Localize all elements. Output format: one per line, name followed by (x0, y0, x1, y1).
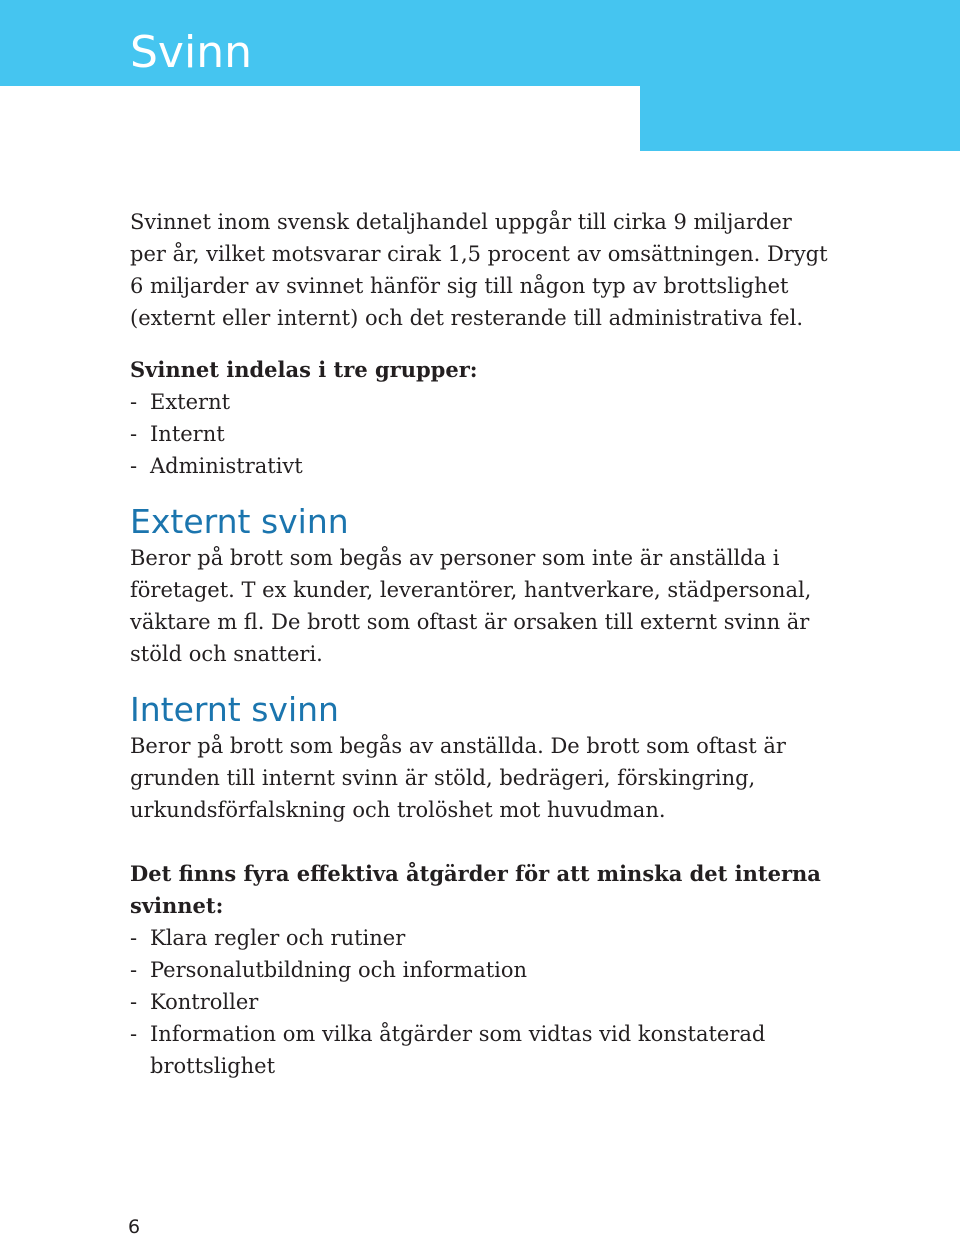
measures-list (130, 922, 830, 1082)
externt-heading: Externt svinn (130, 502, 349, 541)
spacer (130, 826, 830, 858)
list-item: - Information om vilka åtgärder som vidtas vid konstaterad brottslighet (130, 1018, 830, 1082)
page-number: 6 (128, 1216, 141, 1238)
intro-paragraph: Svinnet inom svensk detaljhandel uppgår till cirka 9 miljarder per år, vilket motsvarar cirak 1,5 procent av omsättningen. Drygt 6 miljarder av svinnet hänför sig till någon typ av brottslighet (externt eller internt) och det resterande till administrativa fel. (130, 210, 828, 330)
externt-paragraph: Beror på brott som begås av personer som inte är anställda i företaget. T ex kunder, leverantörer, hantverkare, städpersonal, väktare m fl. De brott som oftast är orsaken till externt svinn är stöld och snatteri. (130, 546, 812, 666)
list-item: - Internt (130, 418, 830, 450)
list-item: - Kontroller (130, 986, 830, 1018)
list-item: - Externt (130, 386, 830, 418)
page-title: Svinn (130, 27, 252, 79)
internt-heading: Internt svinn (130, 690, 339, 729)
list-item: - Administrativt (130, 450, 830, 482)
measures-lead: Det finns fyra effektiva åtgärder för att minska det interna svinnet: (130, 861, 821, 918)
internt-paragraph: Beror på brott som begås av anställda. De brott som oftast är grunden till internt svinn är stöld, bedrägeri, förskingring, urkundsförfalskning och trolöshet mot huvudman. (130, 734, 786, 822)
list-item: - Personalutbildning och information (130, 954, 830, 986)
list-item: - Klara regler och rutiner (130, 922, 830, 954)
page-content (130, 206, 830, 1082)
groups-list (130, 386, 830, 482)
header-tab-decoration (640, 86, 960, 151)
groups-lead: Svinnet indelas i tre grupper: (130, 357, 478, 382)
